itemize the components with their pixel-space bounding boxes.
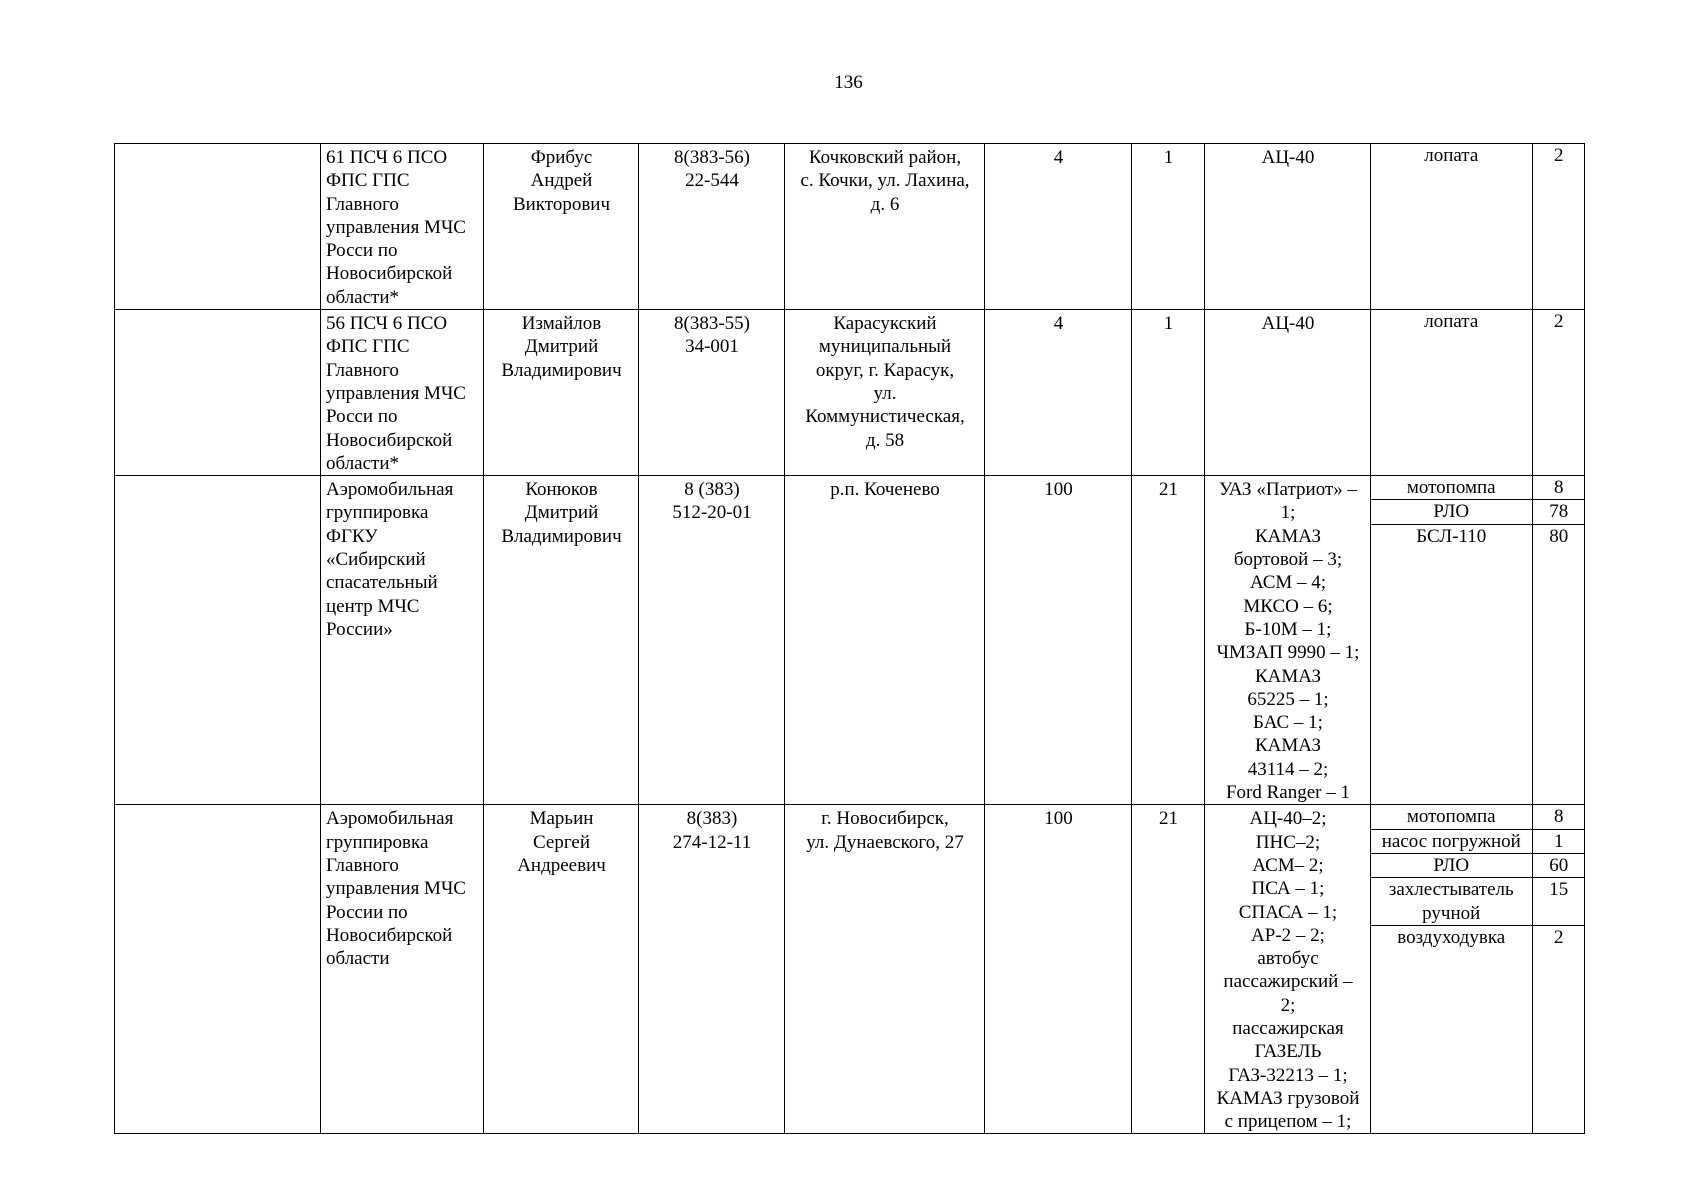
vehicles-cell (1205, 805, 1371, 1134)
equipment-cell (1371, 144, 1585, 310)
address-line: ул. Дунаевского, 27 (806, 831, 964, 853)
empty-cell (115, 144, 321, 310)
org-line: Новосибирской (326, 263, 453, 285)
equipment-qty: 2 (1532, 144, 1585, 167)
vehicle-line: КАМАЗ грузовой (1216, 1087, 1360, 1109)
qty-column-divider (1532, 476, 1533, 804)
address-cell (785, 476, 985, 805)
phone-line: 8(383-56) (674, 147, 750, 168)
address-line: Коммунистическая, (805, 406, 965, 428)
equipment-name (1371, 878, 1532, 926)
equipment-cell (1371, 805, 1585, 1134)
person-cell (484, 476, 639, 805)
staff-cell: 4 (985, 144, 1132, 310)
address-cell (785, 310, 985, 476)
equipment-name-line: РЛО (1433, 501, 1470, 523)
person-line: Марьин (529, 808, 594, 830)
equipment-name (1371, 500, 1532, 524)
equipment-row (1371, 925, 1585, 949)
equipment-name (1371, 476, 1532, 500)
vehicle-line: 65225 – 1; (1247, 688, 1329, 710)
vehicles-cell (1205, 310, 1371, 476)
equipment-qty: 2 (1532, 925, 1585, 949)
vehicle-line: с прицепом – 1; (1224, 1111, 1352, 1133)
phone-line: 274-12-11 (672, 831, 752, 853)
equipment-table (1371, 476, 1585, 548)
person-line: Владимирович (501, 525, 622, 547)
org-cell (321, 144, 484, 310)
equipment-table (1371, 310, 1585, 333)
phone-line: 8(383) (686, 808, 738, 830)
person-line: Дмитрий (524, 502, 599, 524)
address-line: д. 6 (870, 193, 900, 215)
org-line: Новосибирской (326, 429, 453, 451)
equipment-cell (1371, 310, 1585, 476)
org-line: Главного (326, 854, 399, 876)
vehicle-line: КАМАЗ (1254, 525, 1322, 547)
phone-cell (639, 144, 785, 310)
org-line: области (326, 948, 390, 970)
org-line: Главного (326, 193, 399, 215)
org-cell (321, 310, 484, 476)
vehicle-line: 2; (1280, 994, 1296, 1016)
vehicles-cell (1205, 144, 1371, 310)
address-line: муниципальный (818, 336, 952, 358)
vehicle-line: автобус (1257, 948, 1319, 970)
org-line: управления МЧС (326, 216, 466, 238)
vehicles-cell (1205, 476, 1371, 805)
equipment-row (1371, 500, 1585, 524)
org-line: России по (326, 901, 408, 923)
equipment-row (1371, 524, 1585, 548)
address-line: ул. (873, 382, 897, 404)
equipment-name-line: БСЛ-110 (1416, 525, 1487, 547)
vehicle-line: МКСО – 6; (1243, 595, 1333, 617)
address-line: округ, г. Карасук, (815, 359, 955, 381)
equipment-qty: 1 (1532, 829, 1585, 853)
org-line: Аэромобильная (326, 479, 454, 501)
equipment-row (1371, 476, 1585, 500)
org-line: области* (326, 286, 400, 308)
vehicle-line: ГАЗ-32213 – 1; (1228, 1064, 1348, 1086)
equipment-table (1371, 144, 1585, 167)
qty-column-divider (1532, 144, 1533, 309)
org-line: России» (326, 618, 393, 640)
org-line: спасательный (326, 572, 438, 594)
address-line: Карасукский (833, 313, 937, 335)
vehicle-line: 43114 – 2; (1247, 758, 1329, 780)
equipment-row (1371, 144, 1585, 167)
vehicle-line: бортовой – 3; (1233, 549, 1343, 571)
person-line: Измайлов (521, 313, 602, 335)
empty-cell (115, 310, 321, 476)
org-line: Главного (326, 359, 399, 381)
units-cell: 1 (1132, 144, 1205, 310)
address-line: д. 58 (865, 429, 905, 451)
vehicle-line: КАМАЗ (1254, 665, 1322, 687)
address-line: Кочковский район, (808, 147, 962, 168)
staff-cell: 4 (985, 310, 1132, 476)
equipment-name (1371, 805, 1532, 829)
address-line: с. Кочки, ул. Лахина, (800, 170, 970, 192)
org-line: области* (326, 452, 400, 474)
equipment-name (1371, 829, 1532, 853)
vehicle-line: ПСА – 1; (1251, 878, 1325, 900)
vehicle-line: АСМ – 4; (1249, 572, 1327, 594)
vehicle-line: АЦ-40–2; (1249, 808, 1327, 830)
org-cell (321, 476, 484, 805)
person-line: Викторович (512, 193, 611, 215)
equipment-qty: 60 (1532, 853, 1585, 877)
vehicle-line: КАМАЗ (1254, 735, 1322, 757)
equipment-name-line: мотопомпа (1406, 477, 1496, 499)
org-line: управления МЧС (326, 382, 466, 404)
page-number: 136 (834, 72, 863, 93)
org-line: группировка (326, 502, 429, 524)
staff-cell: 100 (985, 805, 1132, 1134)
person-line: Дмитрий (524, 336, 599, 358)
person-line: Конюков (525, 479, 598, 501)
vehicle-line: ЧМЗАП 9990 – 1; (1216, 642, 1360, 664)
org-line: центр МЧС (326, 595, 420, 617)
table-row (115, 805, 1585, 1134)
equipment-name-line: РЛО (1433, 854, 1470, 876)
phone-line: 22-544 (685, 170, 739, 192)
vehicle-line: БАС – 1; (1253, 712, 1323, 734)
phone-cell (639, 310, 785, 476)
qty-column-divider (1532, 310, 1533, 475)
person-cell (484, 144, 639, 310)
vehicle-line: ГАЗЕЛЬ (1254, 1041, 1322, 1063)
resources-table (114, 143, 1585, 1134)
equipment-table (1371, 805, 1585, 949)
equipment-row (1371, 853, 1585, 877)
person-line: Сергей (533, 831, 590, 853)
empty-cell (115, 476, 321, 805)
staff-cell: 100 (985, 476, 1132, 805)
org-line: Новосибирской (326, 924, 453, 946)
org-cell (321, 805, 484, 1134)
address-cell (785, 805, 985, 1134)
equipment-name-line: воздуходувка (1397, 926, 1506, 948)
units-cell: 1 (1132, 310, 1205, 476)
equipment-qty: 8 (1532, 476, 1585, 500)
org-line: Росси по (326, 240, 398, 262)
equipment-name-line: лопата (1424, 311, 1479, 333)
phone-line: 34-001 (685, 336, 739, 358)
org-line: 56 ПСЧ 6 ПСО (326, 313, 448, 335)
equipment-row (1371, 310, 1585, 333)
equipment-row (1371, 829, 1585, 853)
equipment-row (1371, 878, 1585, 926)
person-cell (484, 310, 639, 476)
vehicle-line: АЦ-40 (1261, 147, 1315, 168)
equipment-name (1371, 853, 1532, 877)
address-line: р.п. Коченево (830, 479, 940, 501)
vehicle-line: Б-10М – 1; (1244, 618, 1332, 640)
table-row (115, 144, 1585, 310)
phone-line: 8(383-55) (674, 313, 750, 335)
empty-cell (115, 805, 321, 1134)
org-line: 61 ПСЧ 6 ПСО (326, 147, 448, 168)
equipment-name (1371, 524, 1532, 548)
equipment-name-line: ручной (1422, 902, 1481, 924)
phone-line: 8 (383) (684, 479, 740, 501)
vehicle-line: пассажирский – (1223, 971, 1353, 993)
address-cell (785, 144, 985, 310)
equipment-qty: 80 (1532, 524, 1585, 548)
equipment-name-line: захлестыватель (1388, 879, 1514, 901)
vehicle-line: 1; (1280, 502, 1296, 524)
org-line: Росси по (326, 406, 398, 428)
table-row (115, 476, 1585, 805)
units-cell: 21 (1132, 805, 1205, 1134)
org-line: группировка (326, 831, 429, 853)
person-line: Андреевич (517, 854, 606, 876)
vehicle-line: ПНС–2; (1255, 831, 1321, 853)
units-cell: 21 (1132, 476, 1205, 805)
table-row (115, 310, 1585, 476)
org-line: «Сибирский (326, 549, 426, 571)
vehicle-line: Ford Ranger – 1 (1225, 782, 1350, 804)
qty-column-divider (1532, 805, 1533, 1133)
equipment-qty: 15 (1532, 878, 1585, 926)
phone-line: 512-20-01 (672, 502, 752, 524)
vehicle-line: АСМ– 2; (1252, 854, 1324, 876)
org-line: ФПС ГПС (326, 336, 410, 358)
equipment-qty: 2 (1532, 310, 1585, 333)
person-cell (484, 805, 639, 1134)
equipment-qty: 78 (1532, 500, 1585, 524)
vehicle-line: АР-2 – 2; (1251, 924, 1325, 946)
person-line: Андрей (530, 170, 593, 192)
equipment-name-line: мотопомпа (1406, 806, 1496, 828)
vehicle-line: СПАСА – 1; (1238, 901, 1338, 923)
vehicle-line: АЦ-40 (1261, 313, 1315, 335)
equipment-name-line: лопата (1424, 145, 1479, 166)
org-line: управления МЧС (326, 878, 466, 900)
address-line: г. Новосибирск, (821, 808, 949, 830)
equipment-cell (1371, 476, 1585, 805)
phone-cell (639, 805, 785, 1134)
equipment-name (1371, 925, 1532, 949)
equipment-name (1371, 144, 1532, 167)
equipment-name-line: насос погружной (1381, 830, 1521, 852)
person-line: Фрибус (530, 147, 593, 168)
phone-cell (639, 476, 785, 805)
vehicle-line: УАЗ «Патриот» – (1218, 479, 1357, 501)
equipment-name (1371, 310, 1532, 333)
person-line: Владимирович (501, 359, 622, 381)
org-line: ФПС ГПС (326, 170, 410, 192)
org-line: ФГКУ (326, 525, 378, 547)
equipment-qty: 8 (1532, 805, 1585, 829)
vehicle-line: пассажирская (1232, 1017, 1344, 1039)
org-line: Аэромобильная (326, 808, 454, 830)
equipment-row (1371, 805, 1585, 829)
